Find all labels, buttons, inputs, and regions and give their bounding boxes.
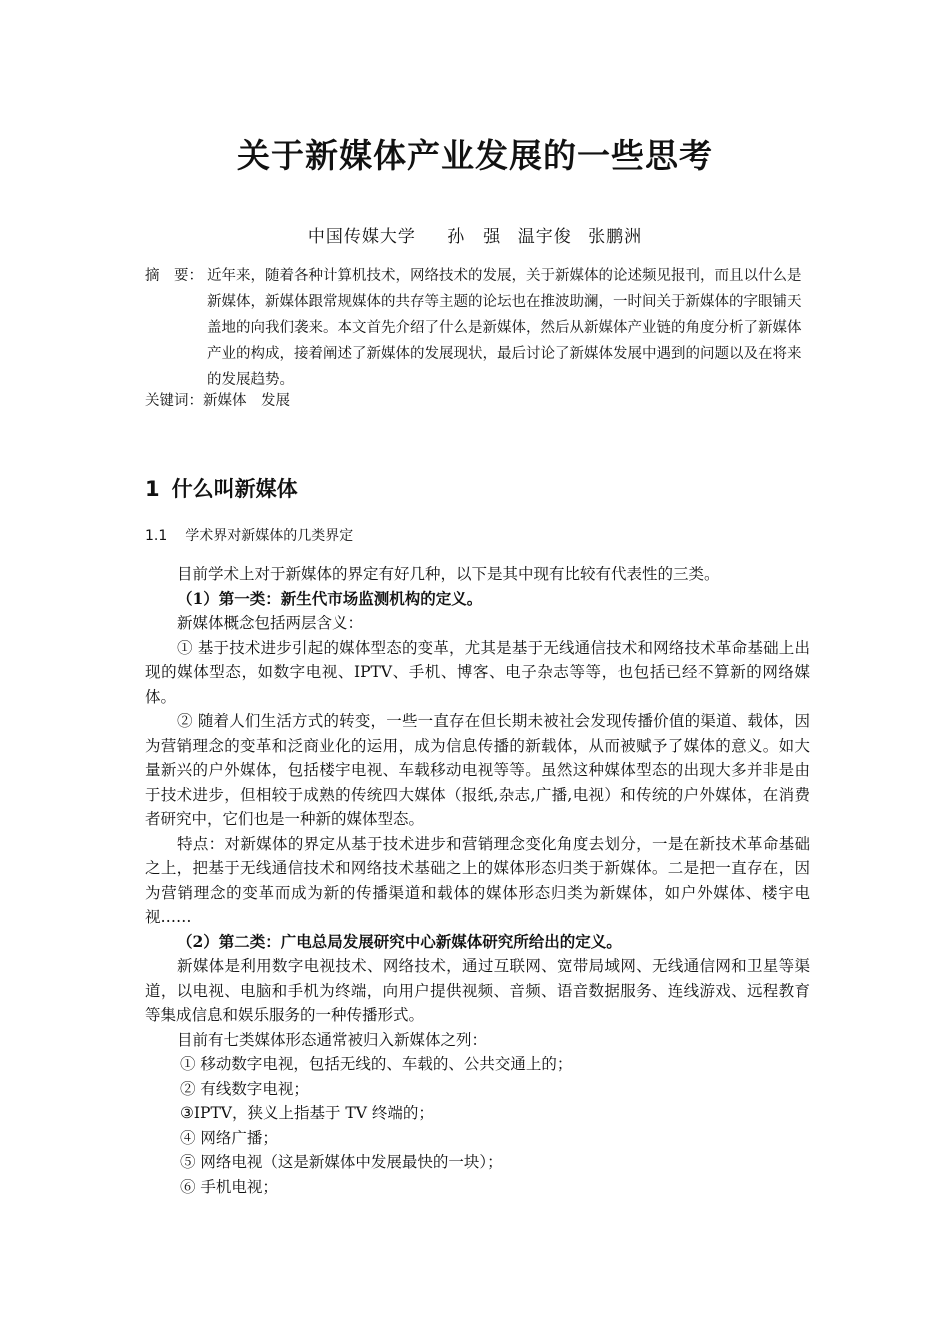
list-item: ⑤ 网络电视（这是新媒体中发展最快的一块）； xyxy=(180,1153,503,1171)
body-text xyxy=(145,562,810,1199)
author-name: 温宇俊 xyxy=(517,227,572,247)
paragraph: 目前有七类媒体形态通常被归入新媒体之列： xyxy=(177,1030,488,1049)
affiliation: 中国传媒大学 xyxy=(307,227,416,247)
definition-heading: （2）第二类：广电总局发展研究中心新媒体研究所给出的定义。 xyxy=(177,931,622,951)
author-name: 孙 强 xyxy=(447,227,502,247)
paragraph: 新媒体概念包括两层含义： xyxy=(177,614,364,632)
paragraph: 特点：对新媒体的界定从基于技术进步和营销理念变化角度去划分，一是在新技术革命基础之上，把基于无线通信技术和网络技术基础之上的媒体形态归类于新媒体。二是把一直存在，因为营销理念的变革而成为新的传播渠道和载体的媒体形态归类为新媒体，如户外媒体、楼宇电视…… xyxy=(145,834,810,926)
list-item: ④ 网络广播； xyxy=(180,1128,278,1147)
paragraph: ② 随着人们生活方式的转变，一些一直存在但长期未被社会发现传播价值的渠道、载体，因为营销理念的变革和泛商业化的运用，成为信息传播的新载体，从而被赋予了媒体的意义。如大量新兴的户外媒体，包括楼宇电视、车载移动电视等等。虽然这种媒体型态的出现大多并非是由于技术进步，但相较于成熟的传统四大媒体（报纸,杂志,广播,电视）和传统的户外媒体，在消费者研究中，它们也是一种新的媒体型态。 xyxy=(145,712,810,828)
list-item: ① 移动数字电视，包括无线的、车载的、公共交通上的； xyxy=(180,1055,573,1073)
abstract xyxy=(145,263,810,393)
keywords-text: 新媒体 发展 xyxy=(203,393,290,409)
section-number: 1 xyxy=(145,477,160,501)
keywords-label: 关键词： xyxy=(145,393,203,409)
list-item: ② 有线数字电视； xyxy=(180,1079,309,1098)
definition-heading: （1）第一类：新生代市场监测机构的定义。 xyxy=(177,588,483,608)
abstract-label: 摘 要： xyxy=(145,268,203,284)
section-title: 什么叫新媒体 xyxy=(171,477,298,501)
subsection-heading xyxy=(145,525,353,545)
author-line xyxy=(0,222,950,247)
paper-title: 关于新媒体产业发展的一些思考 xyxy=(237,136,713,175)
paragraph: ① 基于技术进步引起的媒体型态的变革，尤其是基于无线通信技术和网络技术革命基础上出现的媒体型态，如数字电视、IPTV、手机、博客、电子杂志等等，也包括已经不算新的网络媒体。 xyxy=(145,638,810,706)
subsection-title: 学术界对新媒体的几类界定 xyxy=(185,528,354,544)
paragraph: 目前学术上对于新媒体的界定有好几种，以下是其中现有比较有代表性的三类。 xyxy=(177,565,720,583)
list-item: ③IPTV，狭义上指基于 TV 终端的； xyxy=(180,1104,434,1122)
list-item: ⑥ 手机电视； xyxy=(180,1177,278,1196)
subsection-number: 1.1 xyxy=(145,528,168,544)
section-heading xyxy=(145,473,298,503)
paragraph: 新媒体是利用数字电视技术、网络技术，通过互联网、宽带局域网、无线通信网和卫星等渠道，以电视、电脑和手机为终端，向用户提供视频、音频、语音数据服务、连线游戏、远程教育等集成信息和娱乐服务的一种传播形式。 xyxy=(145,957,810,1024)
abstract-text: 近年来，随着各种计算机技术，网络技术的发展，关于新媒体的论述频见报刊，而且以什么是新媒体，新媒体跟常规媒体的共存等主题的论坛也在推波助澜，一时间关于新媒体的字眼铺天盖地的向我们袭来。本文首先介绍了什么是新媒体，然后从新媒体产业链的角度分析了新媒体产业的构成，接着阐述了新媒体的发展现状，最后讨论了新媒体发展中遇到的问题以及在将来的发展趋势。 xyxy=(207,268,802,388)
author-name: 张鹏洲 xyxy=(588,227,643,247)
keywords xyxy=(145,389,290,410)
